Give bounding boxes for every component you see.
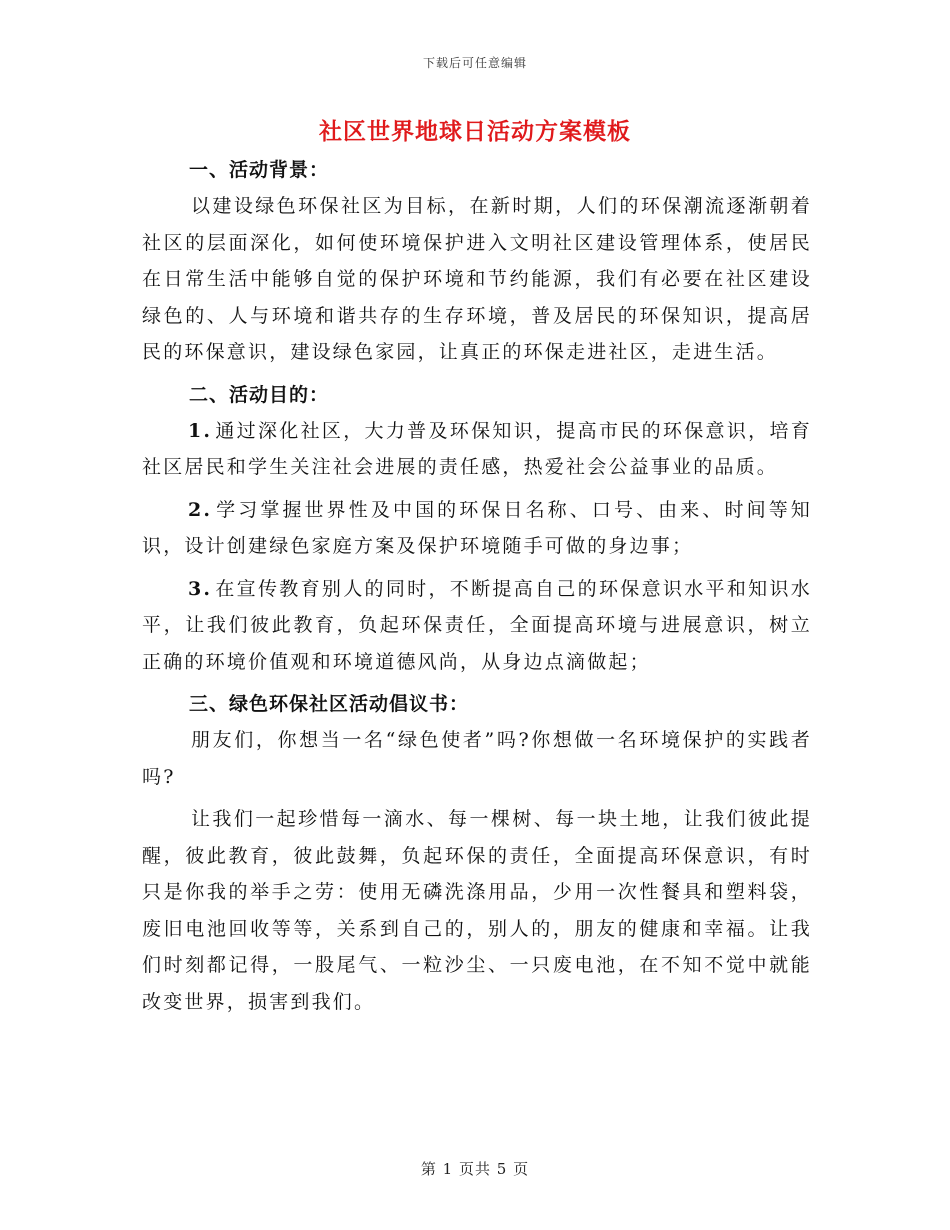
- section-heading-purpose: 二、活动目的：: [189, 383, 330, 406]
- page-number-footer: 第 1 页共 5 页: [420, 1160, 530, 1178]
- header-note: 下载后可任意编辑: [422, 56, 527, 70]
- paragraph-text: 让我们一起珍惜每一滴水、每一棵树、每一块土地，让我们彼此提醒，彼此教育，彼此鼓舞，负起环保的责任，全面提高环保意识，有时只是你我的举手之劳：使用无磷洗涤用品，少用一次性餐具和塑料袋，废旧电池回收等等，关系到自己的，别人的，朋友的健康和幸福。让我们时刻都记得，一股尾气、一粒沙尘、一只废电池，在不知不觉中就能改变世界，损害到我们。: [142, 808, 812, 1013]
- purpose-item-2: [142, 492, 812, 565]
- paragraph-number: 3.: [188, 577, 213, 600]
- purpose-item-3: [142, 571, 812, 681]
- paragraph-text: 学习掌握世界性及中国的环保日名称、口号、由来、时间等知识，设计创建绿色家庭方案及保护环境随手可做的身边事；: [142, 498, 812, 557]
- paragraph-background: [142, 188, 812, 371]
- purpose-item-1: [142, 413, 812, 486]
- paragraph-text: 通过深化社区，大力普及环保知识，提高市民的环保意识，培育社区居民和学生关注社会进展的责任感，热爱社会公益事业的品质。: [142, 419, 812, 478]
- paragraph-number: 1.: [188, 419, 213, 442]
- paragraph-text: 以建设绿色环保社区为目标，在新时期，人们的环保潮流逐渐朝着社区的层面深化，如何使环境保护进入文明社区建设管理体系，使居民在日常生活中能够自觉的保护环境和节约能源，我们有必要在社区建设绿色的、人与环境和谐共存的生存环境，普及居民的环保知识，提高居民的环保意识，建设绿色家园，让真正的环保走进社区，走进生活。: [142, 195, 812, 363]
- proposal-paragraph-1: [142, 722, 812, 795]
- section-heading-proposal: 三、绿色环保社区活动倡议书：: [189, 693, 470, 715]
- section-heading-background: 一、活动背景：: [189, 159, 330, 181]
- paragraph-number: 2.: [188, 498, 213, 521]
- paragraph-text: 在宣传教育别人的同时，不断提高自己的环保意识水平和知识水平，让我们彼此教育，负起环保责任，全面提高环境与进展意识，树立正确的环境价值观和环境道德风尚，从身边点滴做起；: [142, 577, 812, 673]
- document-title: 社区世界地球日活动方案模板: [319, 118, 631, 145]
- document-body: [142, 152, 812, 1026]
- paragraph-text: 朋友们，你想当一名“绿色使者”吗?你想做一名环境保护的实践者吗?: [142, 729, 812, 788]
- proposal-paragraph-2: [142, 801, 812, 1020]
